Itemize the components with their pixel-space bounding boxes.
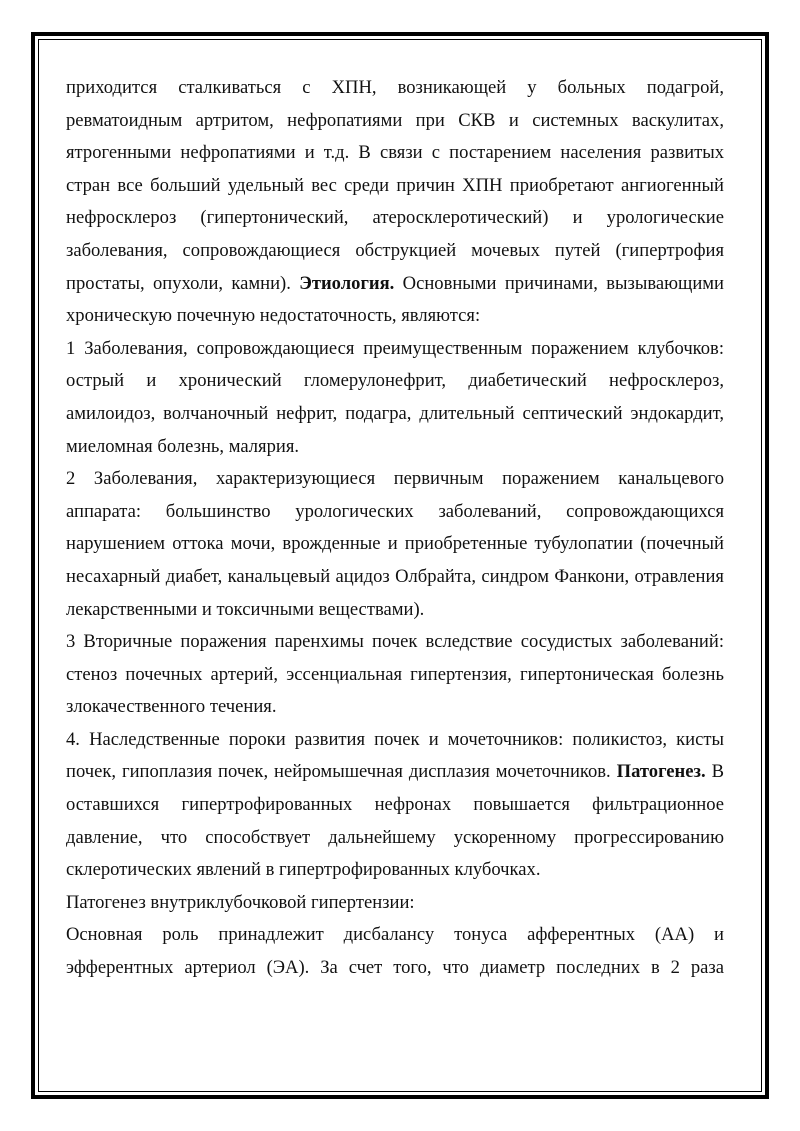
- text-run: Патогенез внутриклубочковой гипертензии:: [66, 891, 415, 913]
- paragraph-clip: [66, 919, 724, 984]
- heading-pathogenesis: Патогенез.: [616, 761, 706, 783]
- list-item-4: [66, 724, 724, 887]
- text-run: 3 Вторичные поражения паренхимы почек вследствие сосудистых заболеваний: стеноз почечных артерий, эссенциальная гипертензия, гипертоническая болезнь злокачественного течения.: [66, 631, 724, 718]
- paragraph-intro: [66, 72, 724, 333]
- paragraph-last: [66, 919, 724, 984]
- text-run: 1 Заболевания, сопровождающиеся преимущественным поражением клубочков: острый и хронический гломерулонефрит, диабетический нефросклероз, амилоидоз, волчаночный нефрит, подагра, длительный септический эндокардит, миеломная болезнь, малярия.: [66, 337, 724, 457]
- text-run: 2 Заболевания, характеризующиеся первичным поражением канальцевого аппарата: большинство урологических заболеваний, сопровождающихся нарушением оттока мочи, врожденные и приобретенные тубулопатии (почечный несахарный диабет, канальцевый ацидоз Олбрайта, синдром Фанкони, отравления лекарственными и токсичными веществами).: [66, 468, 724, 620]
- list-item-2: [66, 463, 724, 626]
- list-item-3: [66, 626, 724, 724]
- heading-etiology: Этиология.: [299, 272, 395, 294]
- text-run: 4. Наследственные пороки развития почек и мочеточников: поликистоз, кисты почек, гипоплазия почек, нейромышечная дисплазия мочеточников.: [66, 728, 724, 783]
- text-run: приходится сталкиваться с ХПН, возникающей у больных подагрой, ревматоидным артритом, нефропатиями при СКВ и системных васкулитах, ятрогенными нефропатиями и т.д. В связи с постарением населения развитых стран все больший удельный вес среди причин ХПН приобретают ангиогенный нефросклероз (гипертонический, атеросклеротический) и урологические заболевания, сопровождающиеся обструкцией мочевых путей (гипертрофия простаты, опухоли, камни).: [66, 77, 724, 294]
- text-run: Основными причинами, вызывающими хроническую почечную недостаточность, являются:: [66, 272, 724, 327]
- text-run: Основная роль принадлежит дисбалансу тонуса афферентных (АА) и эфферентных артериол (ЭА). За счет того, что диаметр последних в 2 раза: [66, 924, 724, 979]
- document-body: [66, 72, 724, 984]
- list-item-1: [66, 333, 724, 463]
- paragraph-subheading: [66, 887, 724, 920]
- text-run: В оставшихся гипертрофированных нефронах повышается фильтрационное давление, что способствует дальнейшему ускоренному прогрессированию склеротических явлений в гипертрофированных клубочках.: [66, 761, 724, 881]
